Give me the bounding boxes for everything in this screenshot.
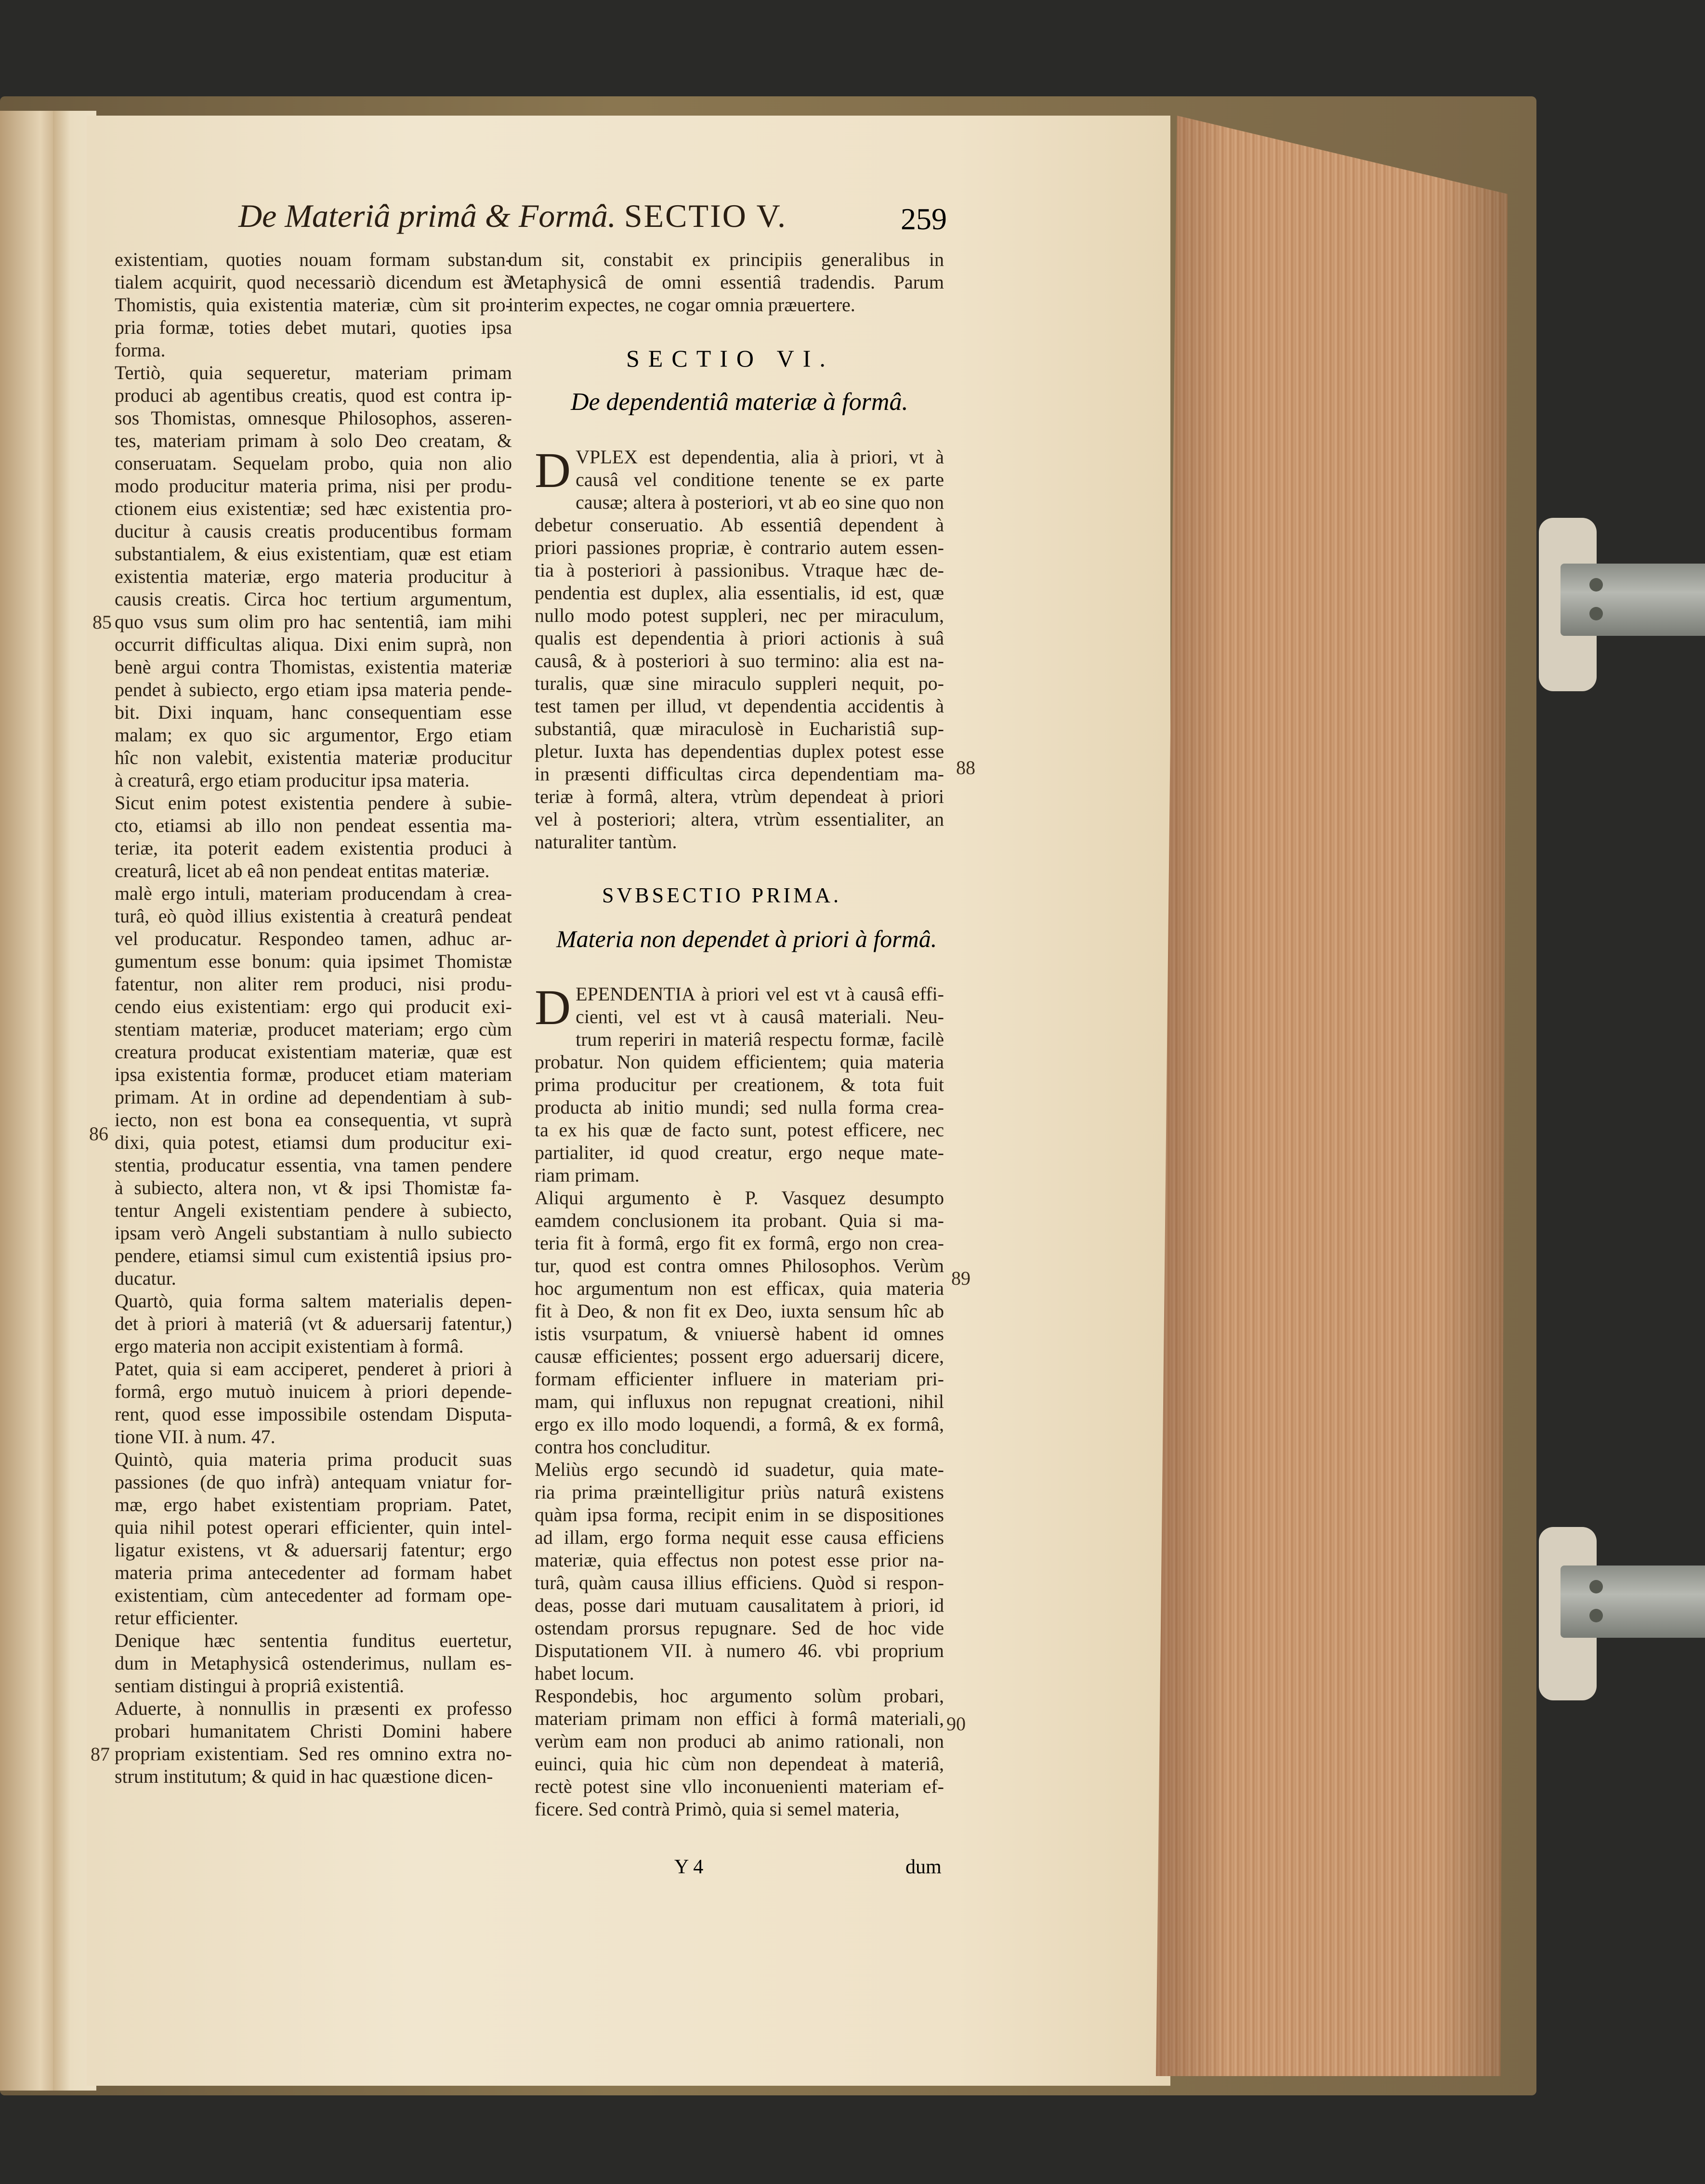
rivet [1589, 1580, 1603, 1593]
text-line: materiam primam non effici à formâ materiali, [535, 1708, 944, 1729]
text-line: eamdem conclusionem ita probant. Quia si ma- [535, 1210, 944, 1231]
text-line: producta ab initio mundi; sed nulla forma crea- [535, 1096, 944, 1118]
text-line: stentiam materiæ, producet materiam; ergo cùm [115, 1018, 512, 1040]
clasp-bottom [1561, 1566, 1705, 1638]
text-line: propriam existentiam. Sed res omnino extra no- [115, 1743, 512, 1764]
text-line: priori passiones propriæ, è contrario autem essen- [535, 537, 944, 558]
running-header [238, 197, 944, 235]
subsection-title: SVBSECTIO PRIMA. [602, 883, 841, 907]
text-line: vel à posteriori; altera, vtrùm essentialiter, an [535, 808, 944, 830]
text-line: vel producatur. Respondeo tamen, adhuc ar- [115, 928, 512, 949]
text-line: causæ efficientes; possent ergo aduersarij dicere, [535, 1345, 944, 1367]
text-line: istis vsurpatum, & vniuersè habent id omnes [535, 1323, 944, 1344]
text-line: existentiam, quoties nouam formam substan- [115, 249, 512, 270]
section-body [535, 443, 944, 853]
text-line: Disputationem VII. à numero 46. vbi proprium [535, 1640, 944, 1661]
text-line: ipsam verò Angeli substantiam à nullo subiecto [115, 1222, 512, 1244]
text-line: Respondebis, hoc argumento solùm probari, [535, 1685, 944, 1707]
text-line: nullo modo potest suppleri, nec per miraculum, [535, 605, 944, 626]
text-line: pria formæ, toties debet mutari, quoties ipsa [115, 316, 512, 338]
text-line: Meliùs ergo secundò id suadetur, quia mate- [535, 1459, 944, 1480]
text-line: gumentum esse bonum: quia ipsimet Thomistæ [115, 950, 512, 972]
text-line: causis creatis. Circa hoc tertium argumentum, [115, 588, 512, 610]
text-line: Quintò, quia materia prima producit suas [115, 1448, 512, 1470]
text-line: ducitur à causis creatis producentibus formam [115, 520, 512, 542]
text-line: quo vsus sum olim pro hac sententiâ, iam mihi [115, 611, 512, 632]
text-line: Aliqui argumento è P. Vasquez desumpto [535, 1187, 944, 1209]
text-line: existentiam, cùm antecedenter ad formam ope- [115, 1584, 512, 1606]
text-line: contra hos concluditur. [535, 1436, 711, 1458]
left-column [115, 248, 512, 1788]
subsection-body [535, 980, 944, 1820]
text-line: dixi, quia potest, etiamsi dum producitur exi- [115, 1131, 512, 1153]
margin-number: 86 [89, 1123, 108, 1145]
text-line: ria prima præintelligitur priùs naturâ existens [535, 1481, 944, 1503]
text-line: fit à Deo, & non fit ex Deo, iuxta sensum hîc ab [535, 1300, 944, 1322]
text-line: ostendam prorsus repugnare. Sed de hoc vide [535, 1617, 944, 1639]
text-line: tia à posteriori à passionibus. Vtraque hæc de- [535, 559, 944, 581]
rivet [1589, 578, 1603, 592]
text-line: malè ergo intuli, materiam producendam à crea- [115, 882, 512, 904]
clasp-top [1561, 564, 1705, 636]
text-line: pendet à subiecto, ergo etiam ipsa materia pende- [115, 679, 512, 700]
text-line: hoc argumentum non est efficax, quia materia [535, 1277, 944, 1299]
text-line: creatura producat existentiam materiæ, quæ est [115, 1041, 512, 1063]
text-line: probari humanitatem Christi Domini habere [115, 1720, 512, 1742]
subsection-dropcap: D [535, 980, 571, 1035]
text-line: strum institutum; & quid in hac quæstione dicen- [115, 1765, 493, 1787]
text-line: teriæ, ita poterit eadem existentia produci à [115, 837, 512, 859]
text-line: EPENDENTIA à priori vel est vt à causâ effi- [576, 983, 944, 1005]
text-line: Tertiò, quia sequeretur, materiam primam [115, 362, 512, 383]
text-line: cto, etiamsi ab illo non pendeat essentia ma- [115, 815, 512, 836]
text-line: Denique hæc sententia funditus euertetur, [115, 1630, 512, 1651]
text-line: verùm eam non produci ab animo rationali, non [535, 1730, 944, 1752]
text-line: test tamen per illud, vt dependentia accidentis à [535, 695, 944, 717]
header-section: SECTIO V. [624, 197, 787, 234]
margin-number: 85 [92, 611, 112, 633]
text-line: tur, quod est contra omnes Philosophos. Verùm [535, 1255, 944, 1276]
catchword: dum [905, 1856, 942, 1878]
text-line: tentur Angeli existentiam pendere à subiecto, [115, 1199, 512, 1221]
text-line: ad illam, ergo forma nequit esse causa efficiens [535, 1526, 944, 1548]
text-line: Sicut enim potest existentia pendere à subie- [115, 792, 512, 814]
text-line: Thomistis, quia existentia materiæ, cùm sit pro- [115, 294, 512, 316]
right-column-top [508, 248, 944, 316]
text-line: ipsa existentia formæ, producet etiam materiam [115, 1064, 512, 1085]
text-line: ta ex his quæ de facto sunt, potest efficere, nec [535, 1119, 944, 1141]
text-line: mam, qui influxus non repugnat creationi, nihil [535, 1391, 944, 1412]
text-line: tes, materiam primam à solo Deo creatam, & [115, 430, 512, 451]
left-page-edge [0, 111, 58, 2091]
text-line: trum reperiri in materiâ respectu formæ, facilè [576, 1028, 944, 1050]
text-line: iecto, non est bona ea consequentia, vt suprà [115, 1109, 512, 1131]
text-line: sentiam distingui à propriâ existentiâ. [115, 1675, 404, 1697]
text-line: fatentur, non aliter rem produci, nisi produ- [115, 973, 512, 995]
text-line: produci ab agentibus creatis, quod est contra ip- [115, 384, 512, 406]
text-line: naturaliter tantùm. [535, 831, 677, 853]
text-line: dum in Metaphysicâ ostenderimus, nullam es- [115, 1652, 512, 1674]
text-line: rectè potest sine vllo inconuenienti materiam ef- [535, 1776, 944, 1797]
text-line: causâ vel conditione tenente se ex parte [576, 469, 944, 490]
text-line: bit. Dixi inquam, hanc consequentiam esse [115, 701, 512, 723]
text-line: substantialem, & eius existentiam, quæ est etiam [115, 543, 512, 565]
text-line: det à priori à materiâ (vt & aduersarij fatentur,) [115, 1313, 512, 1334]
text-line: riam primam. [535, 1164, 640, 1186]
text-line: ergo ex illo modo loquendi, a formâ, & ex formâ, [535, 1413, 944, 1435]
page-number: 259 [901, 202, 947, 236]
text-line: à subiecto, altera non, vt & ipsi Thomistæ fa- [115, 1177, 512, 1198]
text-line: ficere. Sed contrà Primò, quia si semel materia, [535, 1798, 900, 1820]
text-line: quia nihil potest operari efficienter, quin intel- [115, 1516, 512, 1538]
rivet [1589, 1609, 1603, 1622]
running-title: De Materiâ primâ & Formâ. [238, 197, 616, 234]
text-line: hîc non valebit, existentia materiæ producitur [115, 747, 512, 768]
text-line: euinci, quia hic cùm non dependeat à materiâ, [535, 1753, 944, 1775]
text-line: tialem acquirit, quod necessariò dicendum est à [115, 271, 512, 293]
text-line: materiæ, quia effectus non potest esse prior na- [535, 1549, 944, 1571]
text-line: benè argui contra Thomistas, existentia materiæ [115, 656, 512, 678]
text-line: in præsenti difficultas circa dependentiam ma- [535, 763, 944, 785]
margin-number: 90 [946, 1713, 966, 1735]
margin-number: 88 [956, 757, 975, 778]
text-line: Patet, quia si eam acciperet, penderet à priori à [115, 1358, 512, 1380]
text-line: debetur conseruatio. Ab essentiâ dependent à [535, 514, 944, 536]
text-line: VPLEX est dependentia, alia à priori, vt à [576, 446, 944, 468]
signature-mark: Y 4 [674, 1856, 704, 1878]
text-line: existentia materiæ, ergo materia producitur à [115, 566, 512, 587]
text-line: ergo materia non accipit existentiam à formâ. [115, 1335, 464, 1357]
text-line: pendentia est duplex, alia essentialis, id est, quæ [535, 582, 944, 604]
text-line: retur efficienter. [115, 1607, 238, 1629]
text-line: quàm ipsa forma, recipit enim in se dispositiones [535, 1504, 944, 1526]
text-line: formam efficienter influere in materiam pri- [535, 1368, 944, 1390]
text-line: interim expectes, ne cogar omnia præuertere. [508, 294, 855, 316]
text-line: materia prima antecedenter ad formam habet [115, 1562, 512, 1583]
text-line: conseruatam. Sequelam probo, quia non alio [115, 452, 512, 474]
section-title: SECTIO VI. [626, 345, 834, 372]
fore-edge-shade [1156, 116, 1508, 2076]
text-line: formâ, ergo mutuò inuicem à priori depende- [115, 1381, 512, 1402]
rivet [1589, 607, 1603, 620]
text-line: ducatur. [115, 1267, 176, 1289]
text-line: creaturâ, licet ab eâ non pendeat entitas materiæ. [115, 860, 490, 881]
text-line: dum sit, constabit ex principiis generalibus in [508, 249, 944, 270]
text-line: malam; ex quo sic argumentor, Ergo etiam [115, 724, 512, 746]
text-line: rent, quod esse impossibile ostendam Disputa- [115, 1403, 512, 1425]
text-line: turâ, eò quòd illius existentia à creaturâ pendeat [115, 905, 512, 927]
text-line: probatur. Non quidem efficientem; quia materia [535, 1051, 944, 1073]
text-line: teria fit à formâ, ergo fit ex formâ, ergo non crea- [535, 1232, 944, 1254]
text-line: à creaturâ, ergo etiam producitur ipsa materia. [115, 769, 470, 791]
text-line: causæ; altera à posteriori, vt ab eo sine quo non [576, 491, 944, 513]
text-line: qualis est dependentia à priori actionis à suâ [535, 627, 944, 649]
text-line: sos Thomistas, omnesque Philosophos, asseren- [115, 407, 512, 429]
text-line: Aduerte, à nonnullis in præsenti ex professo [115, 1697, 512, 1719]
text-line: tione VII. à num. 47. [115, 1426, 275, 1447]
text-line: cienti, vel est vt à causâ materiali. Neu- [576, 1006, 944, 1027]
text-line: causâ, & à posteriori à suo termino: alia est na- [535, 650, 944, 671]
text-line: forma. [115, 339, 166, 361]
text-line: passiones (de quo infrà) antequam vniatur for- [115, 1471, 512, 1493]
text-line: modo producitur materia prima, nisi per produ- [115, 475, 512, 497]
text-line: occurrit difficultas aliqua. Dixi enim suprà, non [115, 633, 512, 655]
text-line: primam. At in ordine ad dependentiam à sub- [115, 1086, 512, 1108]
text-line: substantiâ, quæ miraculosè in Eucharistiâ sup- [535, 718, 944, 739]
section-subtitle: De dependentiâ materiæ à formâ. [571, 388, 908, 416]
text-line: partialiter, id quod creatur, ergo neque mate- [535, 1142, 944, 1163]
text-line: deas, posse dari mutuam causalitatem à priori, id [535, 1594, 944, 1616]
text-line: turalis, quæ sine miraculo suppleri nequit, po- [535, 672, 944, 694]
text-line: prima producitur per creationem, & tota fuit [535, 1074, 944, 1095]
text-line: habet locum. [535, 1662, 634, 1684]
margin-number: 87 [91, 1743, 110, 1765]
subsection-subtitle: Materia non dependet à priori à formâ. [556, 925, 937, 952]
section-dropcap: D [535, 443, 571, 498]
text-line: pletur. Iuxta has dependentias duplex potest esse [535, 740, 944, 762]
text-line: teriæ à formâ, altera, vtrùm dependeat à priori [535, 786, 944, 807]
text-line: cendo eius existentiam: ergo qui producit exi- [115, 996, 512, 1017]
text-line: Metaphysicâ de omni essentiâ tradendis. Parum [508, 271, 944, 293]
text-line: ligatur existens, vt & aduersarij fatentur; ergo [115, 1539, 512, 1561]
text-line: Quartò, quia forma saltem materialis depen- [115, 1290, 512, 1312]
text-line: pendere, etiamsi simul cum existentiâ ipsius pro- [115, 1245, 512, 1266]
margin-number: 89 [951, 1267, 971, 1289]
text-line: ctionem eius existentiæ; sed hæc existentia pro- [115, 498, 512, 519]
text-line: mæ, ergo habet existentiam propriam. Patet, [115, 1494, 512, 1515]
text-line: stentia, producatur essentia, vna tamen pendere [115, 1154, 512, 1176]
text-line: turâ, quàm causa illius efficiens. Quòd si respon- [535, 1572, 944, 1593]
